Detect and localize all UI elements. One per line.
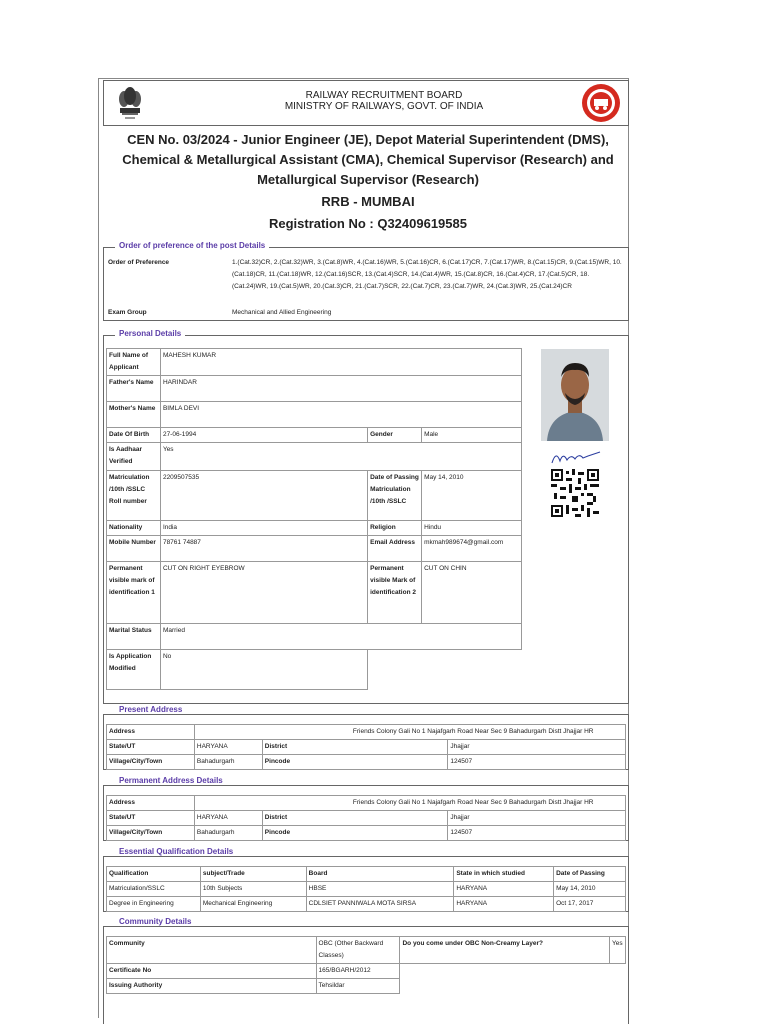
- registration-number: Registration No : Q32409619585: [269, 216, 467, 231]
- religion-label: Religion: [368, 521, 422, 536]
- present-address-table: [106, 724, 626, 770]
- rrb-name: RRB - MUMBAI: [321, 194, 415, 209]
- permanent-state-value: HARYANA: [194, 811, 262, 826]
- permanent-state-label: State/UT: [107, 811, 195, 826]
- mother-label: Mother's Name: [107, 402, 161, 428]
- dob-value: 27-06-1994: [160, 428, 367, 443]
- permanent-address-legend: Permanent Address Details: [115, 776, 227, 785]
- nationality-value: India: [160, 521, 367, 536]
- state-cell: HARYANA: [454, 897, 554, 912]
- permanent-village-label: Village/City/Town: [107, 826, 195, 841]
- present-village-label: Village/City/Town: [107, 755, 195, 770]
- certificate-value: 165/BGARH/2012: [316, 964, 400, 979]
- nationality-label: Nationality: [107, 521, 161, 536]
- permanent-village-value: Bahadurgarh: [194, 826, 262, 841]
- community-table: [106, 936, 626, 994]
- authority-label: Issuing Authority: [107, 979, 317, 994]
- email-value: mkmah989674@gmail.com: [422, 536, 522, 562]
- father-value: HARINDAR: [160, 376, 521, 402]
- present-address-label: Address: [107, 725, 195, 740]
- preference-legend: Order of preference of the post Details: [115, 241, 269, 250]
- aadhaar-value: Yes: [160, 443, 521, 471]
- qualification-cell: Matriculation/SSLC: [107, 882, 201, 897]
- present-district-label: District: [262, 740, 448, 755]
- present-district-value: Jhajjar: [448, 740, 626, 755]
- gender-value: Male: [422, 428, 522, 443]
- applicant-signature: [548, 446, 608, 468]
- applicant-photo: [541, 349, 609, 441]
- marital-value: Married: [160, 624, 521, 650]
- ministry-name: MINISTRY OF RAILWAYS, GOVT. OF INDIA: [284, 101, 484, 112]
- father-label: Father's Name: [107, 376, 161, 402]
- religion-value: Hindu: [422, 521, 522, 536]
- certificate-label: Certificate No: [107, 964, 317, 979]
- present-address-value: Friends Colony Gali No 1 Najafgarh Road Near Sec 9 Bahadurgarh Distt Jhajjar HR: [194, 725, 625, 740]
- subject-header: subject/Trade: [200, 867, 306, 882]
- board-header: Board: [306, 867, 454, 882]
- present-state-label: State/UT: [107, 740, 195, 755]
- mobile-label: Mobile Number: [107, 536, 161, 562]
- present-pincode-label: Pincode: [262, 755, 448, 770]
- matric-label: Matriculation /10th /SSLC Roll number: [107, 471, 161, 521]
- aadhaar-label: Is Aadhaar Verified: [107, 443, 161, 471]
- exam-group-value: Mechanical and Allied Engineering: [232, 309, 332, 316]
- passing-date-header: Date of Passing: [554, 867, 626, 882]
- creamy-layer-label: Do you come under OBC Non-Creamy Layer?: [400, 937, 610, 964]
- passing-label: Date of Passing Matriculation /10th /SSLC: [368, 471, 422, 521]
- full-name-value: MAHESH KUMAR: [160, 349, 521, 376]
- order-value: 1.(Cat.32)CR, 2.(Cat.32)WR, 3.(Cat.8)WR, 4.(Cat.16)WR, 5.(Cat.16)CR, 6.(Cat.17)CR, 7.(Cat.17)WR, 8.(Cat.15)CR, 9.(Cat.15)WR, 10.(Cat.18)CR, 11.(Cat.18)WR, 12.(Cat.16)SCR, 13.(Cat.4)SCR, 14.(Cat.4)WR, 15.(Cat.8)CR, 16.(Cat.4)CR, 17.(Cat.5)CR, 18.(Cat.24)WR, 19.(Cat.5)WR, 20.(Cat.3)CR, 21.(Cat.7)SCR, 22.(Cat.7)CR, 23.(Cat.7)WR, 24.(Cat.3)WR, 25.(Cat.24)CR: [232, 259, 622, 290]
- mark2-label: Permanent visible Mark of identification 2: [368, 562, 422, 624]
- subject-cell: Mechanical Engineering: [200, 897, 306, 912]
- permanent-pincode-value: 124507: [448, 826, 626, 841]
- table-row: [107, 897, 626, 912]
- subject-cell: 10th Subjects: [200, 882, 306, 897]
- cen-title: CEN No. 03/2024 - Junior Engineer (JE), Depot Material Superintendent (DMS), Chemical & Metallurgical Assistant (CMA), Chemical Supervisor (Research) and Metallurgical Supervisor (Research): [122, 132, 614, 187]
- mark2-value: CUT ON CHIN: [422, 562, 522, 624]
- gender-label: Gender: [368, 428, 422, 443]
- email-label: Email Address: [368, 536, 422, 562]
- modified-value: No: [160, 650, 367, 690]
- table-row: [107, 882, 626, 897]
- personal-table: [106, 348, 522, 690]
- mark1-label: Permanent visible mark of identification 1: [107, 562, 161, 624]
- state-header: State in which studied: [454, 867, 554, 882]
- permanent-address-label: Address: [107, 796, 195, 811]
- permanent-pincode-label: Pincode: [262, 826, 448, 841]
- mother-value: BIMLA DEVI: [160, 402, 521, 428]
- permanent-district-value: Jhajjar: [448, 811, 626, 826]
- mark1-value: CUT ON RIGHT EYEBROW: [160, 562, 367, 624]
- dob-label: Date Of Birth: [107, 428, 161, 443]
- qualification-table: [106, 866, 626, 912]
- present-pincode-value: 124507: [448, 755, 626, 770]
- authority-value: Tehsildar: [316, 979, 400, 994]
- qualification-header: Qualification: [107, 867, 201, 882]
- present-state-value: HARYANA: [194, 740, 262, 755]
- mobile-value: 78761 74887: [160, 536, 367, 562]
- full-name-label: Full Name of Applicant: [107, 349, 161, 376]
- exam-group-label: Exam Group: [108, 309, 147, 316]
- qr-code-icon: [551, 469, 599, 517]
- board-cell: HBSE: [306, 882, 454, 897]
- present-address-legend: Present Address: [115, 705, 186, 714]
- board-cell: CDLSIET PANNIWALA MOTA SIRSA: [306, 897, 454, 912]
- marital-label: Marital Status: [107, 624, 161, 650]
- modified-label: Is Application Modified: [107, 650, 161, 690]
- permanent-address-value: Friends Colony Gali No 1 Najafgarh Road Near Sec 9 Bahadurgarh Distt Jhajjar HR: [194, 796, 625, 811]
- creamy-layer-value: Yes: [609, 937, 625, 964]
- personal-legend: Personal Details: [115, 329, 185, 338]
- qualification-legend: Essential Qualification Details: [115, 847, 237, 856]
- passing-date-cell: Oct 17, 2017: [554, 897, 626, 912]
- present-village-value: Bahadurgarh: [194, 755, 262, 770]
- passing-value: May 14, 2010: [422, 471, 522, 521]
- community-value: OBC (Other Backward Classes): [316, 937, 400, 964]
- community-legend: Community Details: [115, 917, 195, 926]
- order-label: Order of Preference: [108, 259, 170, 266]
- board-name: RAILWAY RECRUITMENT BOARD: [305, 90, 463, 101]
- permanent-address-table: [106, 795, 626, 841]
- permanent-district-label: District: [262, 811, 448, 826]
- community-label: Community: [107, 937, 317, 964]
- state-cell: HARYANA: [454, 882, 554, 897]
- matric-value: 2209507535: [160, 471, 367, 521]
- qualification-cell: Degree in Engineering: [107, 897, 201, 912]
- passing-date-cell: May 14, 2010: [554, 882, 626, 897]
